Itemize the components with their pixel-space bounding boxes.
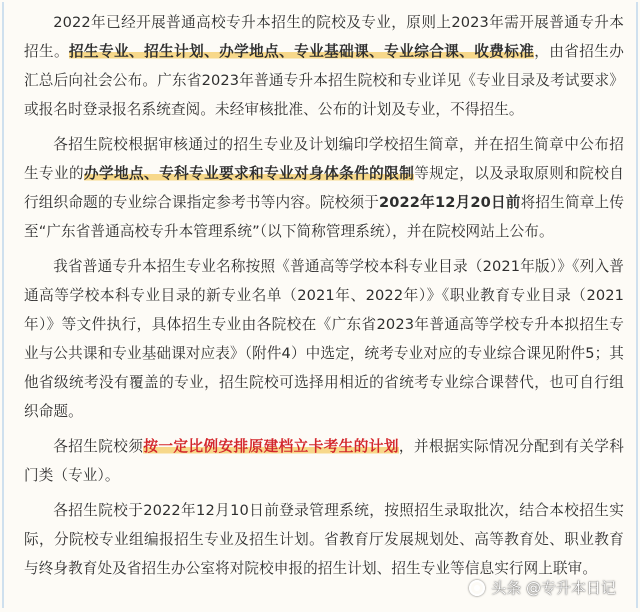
paragraph-1 bbox=[24, 8, 624, 124]
watermark bbox=[469, 577, 616, 598]
camera-lens-icon bbox=[469, 580, 485, 596]
p2-text-c: 将招生简章上传至“广东省普通高校专升本管理系统”（以下简称管理系统），并在院校网站上公布。 bbox=[24, 194, 625, 240]
paragraph-4 bbox=[24, 432, 624, 490]
watermark-text: 头条 @专升本日记 bbox=[491, 579, 616, 597]
p4-red-highlight: 按一定比例安排原建档立卡考生的计划 bbox=[143, 438, 399, 455]
p2-highlight: 办学地点、专科专业要求和专业对身体条件的限制 bbox=[84, 165, 415, 182]
p4-text-a: 各招生院校须 bbox=[53, 438, 144, 455]
paragraph-5 bbox=[24, 496, 624, 583]
p4-text-b: ，并根据实际情况分配到有关学科门类（专业）。 bbox=[24, 438, 624, 484]
paragraph-3 bbox=[24, 252, 624, 426]
p2-text-a: 各招生院校根据审核通过的招生专业及计划编印学校招生简章，并在招生简章中公布招生专业的 bbox=[24, 136, 624, 182]
article-body bbox=[4, 2, 636, 583]
p1-text-a: 2022年已经开展普通高校专升本招生的院校及专业，原则上2023年需开展普通专升本招生。 bbox=[24, 14, 624, 60]
p2-deadline: 2022年12月20日前 bbox=[379, 194, 521, 211]
p3-text: 我省普通专升本招生专业名称按照《普通高等学校本科专业目录（2021年版）》《列入普通高等学校本科专业目录的新专业名单（2021年、2022年）》《职业教育专业目录（2021年）》等文件执行，具体招生专业由各院校在《广东省2023年普通高等学校专升本拟招生专业与公共课和专业基础课对应表》（附件4）中选定，统考专业对应的专业综合课见附件5；其他省级统考没有覆盖的专业，招生院校可选择用相近的省统考专业综合课替代，也可自行组织命题。 bbox=[24, 258, 624, 420]
document-frame bbox=[2, 2, 638, 608]
paragraph-2 bbox=[24, 130, 624, 246]
p1-text-b: ，由省招生办汇总后向社会公布。广东省2023年普通专升本招生院校和专业详见《专业目录及考试要求》或报名时登录报名系统查阅。未经审核批准、公布的计划及专业，不得招生。 bbox=[24, 43, 624, 118]
p2-text-b: 等规定，以及录取原则和院校自行组织命题的专业综合课指定参考书等内容。院校须于 bbox=[24, 165, 624, 211]
p5-text: 各招生院校于2022年12月10日前登录管理系统，按照招生录取批次，结合本校招生实际，分院校专业组编报招生专业及招生计划。省教育厅发展规划处、高等教育处、职业教育与终身教育处及省招生办公室将对院校申报的招生计划、招生专业等信息实行网上联审。 bbox=[24, 502, 624, 577]
p1-highlight: 招生专业、招生计划、办学地点、专业基础课、专业综合课、收费标准 bbox=[69, 43, 535, 60]
